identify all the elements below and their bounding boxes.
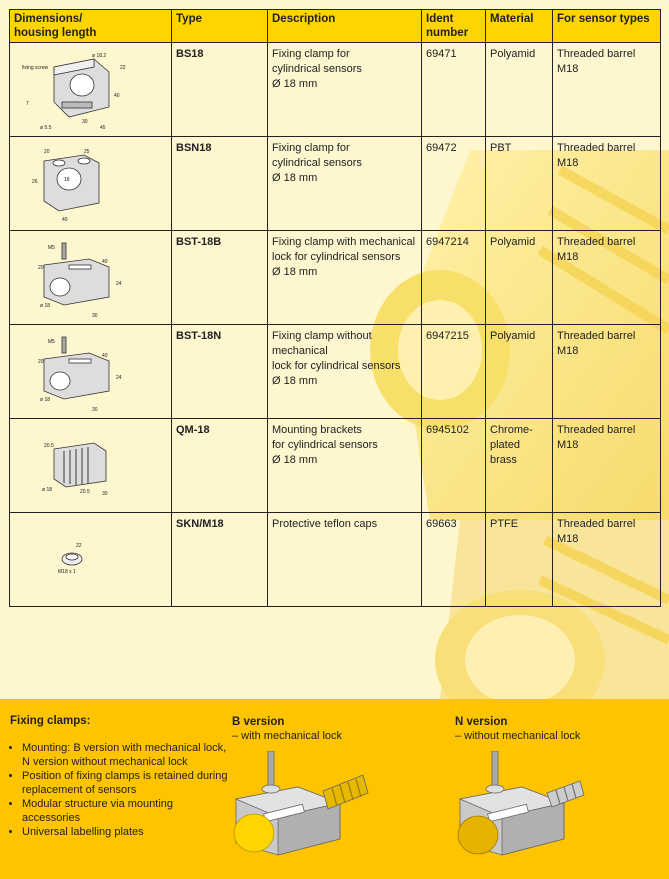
ident-cell: 6947214 <box>422 231 486 325</box>
ident-cell: 6945102 <box>422 419 486 513</box>
description-cell <box>268 419 422 513</box>
dim-label: 40 <box>62 217 68 223</box>
sensor-type-cell: Threaded barrel M18 <box>553 137 661 231</box>
sensor-type-cell: Threaded barrel M18 <box>553 513 661 607</box>
list-item: • Position of fixing clamps is retained during replacement of sensors <box>22 769 232 797</box>
dimension-drawing-cell <box>10 137 172 231</box>
desc-line: cylindrical sensors <box>272 157 362 169</box>
desc-line: Fixing clamp with mechanical <box>272 236 416 248</box>
desc-line: lock for cylindrical sensors <box>272 251 401 263</box>
sensor-type-cell: Threaded barrel M18 <box>553 419 661 513</box>
bsn18-drawing <box>14 141 164 226</box>
dimension-drawing-cell <box>10 231 172 325</box>
desc-line: Fixing clamp without mechanical <box>272 330 372 357</box>
type-cell: BS18 <box>172 43 268 137</box>
dim-label: 30 <box>92 313 98 319</box>
dim-label: 25 <box>84 149 90 155</box>
dim-label: 30 <box>92 407 98 413</box>
product-table <box>9 9 661 607</box>
desc-line: Fixing clamp for <box>272 142 350 154</box>
dim-label: 24 <box>116 375 122 381</box>
dim-label: M5 <box>48 245 55 251</box>
dim-label: 22 <box>120 65 126 71</box>
list-item: • Modular structure via mounting accessories <box>22 797 232 825</box>
footer-title: Fixing clamps: <box>10 715 91 727</box>
b-version-caption <box>232 715 342 743</box>
material-cell <box>486 137 553 231</box>
sensor-type-cell: Threaded barrel M18 <box>553 325 661 419</box>
material-cell <box>486 231 553 325</box>
desc-line: Fixing clamp for <box>272 48 350 60</box>
desc-line: Ø 18 mm <box>272 78 318 90</box>
desc-line: cylindrical sensors <box>272 63 362 75</box>
header-type: Type <box>172 10 268 43</box>
dim-label: ø 18 <box>42 487 53 493</box>
desc-line: Ø 18 mm <box>272 172 318 184</box>
table-row <box>10 137 661 231</box>
material-line: PTFE <box>490 518 519 530</box>
header-material: Material <box>486 10 553 43</box>
description-cell <box>268 137 422 231</box>
dim-label: ø 18.2 <box>92 53 107 59</box>
b-version-title: B version <box>232 716 285 728</box>
sensor-type-cell: Threaded barrel M18 <box>553 231 661 325</box>
table-row <box>10 43 661 137</box>
b-version-clamp-image <box>228 751 378 871</box>
dim-label: 40 <box>114 93 120 99</box>
dimension-drawing-cell <box>10 325 172 419</box>
table-row <box>10 513 661 607</box>
bst18b-drawing <box>14 235 164 320</box>
desc-line: Ø 18 mm <box>272 375 318 387</box>
material-line: Polyamid <box>490 236 536 248</box>
header-sensor-types: For sensor types <box>553 10 661 43</box>
material-line: PBT <box>490 142 512 154</box>
list-item: • Universal labelling plates <box>22 825 232 839</box>
type-cell: BST-18B <box>172 231 268 325</box>
type-cell: QM-18 <box>172 419 268 513</box>
header-dimensions-line1: Dimensions/ <box>14 13 83 25</box>
dim-label: ø 5.5 <box>40 125 52 131</box>
ident-cell: 6947215 <box>422 325 486 419</box>
description-cell <box>268 43 422 137</box>
dim-label: 20 <box>44 149 50 155</box>
dim-label: 45 <box>100 125 106 131</box>
list-item: • Mounting: B version with mechanical lock, N version without mechanical lock <box>22 741 232 769</box>
header-ident <box>422 10 486 43</box>
skn-m18-drawing <box>14 517 164 602</box>
desc-line: Mounting brackets <box>272 424 362 436</box>
header-dimensions-line2: housing length <box>14 27 97 39</box>
header-ident-line1: Ident <box>426 13 454 25</box>
dim-label: 22 <box>76 543 82 549</box>
n-version-caption <box>455 715 580 743</box>
description-cell <box>268 231 422 325</box>
type-cell: SKN/M18 <box>172 513 268 607</box>
desc-line: for cylindrical sensors <box>272 439 378 451</box>
header-ident-line2: number <box>426 27 469 39</box>
feature-list <box>8 741 232 839</box>
material-cell <box>486 43 553 137</box>
qm18-drawing <box>14 423 164 508</box>
dim-label: 20.5 <box>44 443 54 449</box>
dim-label: 30 <box>102 491 108 497</box>
material-line: Chrome- <box>490 424 533 436</box>
table-row <box>10 325 661 419</box>
dimension-drawing-cell <box>10 513 172 607</box>
n-version-clamp-image <box>452 751 602 871</box>
table-row <box>10 231 661 325</box>
ident-cell: 69663 <box>422 513 486 607</box>
fixing-clamps-info-panel <box>0 699 669 879</box>
material-line: Polyamid <box>490 48 536 60</box>
dim-label: 18 <box>64 177 70 183</box>
dim-label: 20 <box>38 265 44 271</box>
dim-label: 20 <box>38 359 44 365</box>
dim-label: 24 <box>116 281 122 287</box>
ident-cell: 69472 <box>422 137 486 231</box>
dimension-drawing-cell <box>10 43 172 137</box>
material-line: Polyamid <box>490 330 536 342</box>
dim-label: 26 <box>32 179 38 185</box>
table-header-row <box>10 10 661 43</box>
b-version-subtitle: – with mechanical lock <box>232 730 343 742</box>
desc-line: Protective teflon caps <box>272 518 378 530</box>
ident-cell: 69471 <box>422 43 486 137</box>
bst18n-drawing <box>14 329 164 414</box>
dim-label: M5 <box>48 339 55 345</box>
type-cell: BST-18N <box>172 325 268 419</box>
dim-label: ø 18 <box>40 303 51 309</box>
dim-label: fixing screw <box>22 65 49 71</box>
type-cell: BSN18 <box>172 137 268 231</box>
desc-line: Ø 18 mm <box>272 454 318 466</box>
dimension-drawing-cell <box>10 419 172 513</box>
material-line: plated brass <box>490 439 520 466</box>
description-cell <box>268 325 422 419</box>
dim-label: M18 x 1 <box>58 569 76 575</box>
dim-label: 30 <box>82 119 88 125</box>
dim-label: 40 <box>102 259 108 265</box>
bs18-drawing <box>14 47 164 132</box>
header-dimensions <box>10 10 172 43</box>
material-cell <box>486 419 553 513</box>
material-cell <box>486 325 553 419</box>
desc-line: Ø 18 mm <box>272 266 318 278</box>
dim-label: 7 <box>26 101 29 107</box>
dim-label: ø 18 <box>40 397 51 403</box>
n-version-title: N version <box>455 716 508 728</box>
dim-label: 20.5 <box>80 489 90 495</box>
header-description: Description <box>268 10 422 43</box>
sensor-type-cell: Threaded barrel M18 <box>553 43 661 137</box>
description-cell <box>268 513 422 607</box>
n-version-subtitle: – without mechanical lock <box>455 730 581 742</box>
desc-line: lock for cylindrical sensors <box>272 360 401 372</box>
dim-label: 40 <box>102 353 108 359</box>
material-cell <box>486 513 553 607</box>
table-row <box>10 419 661 513</box>
